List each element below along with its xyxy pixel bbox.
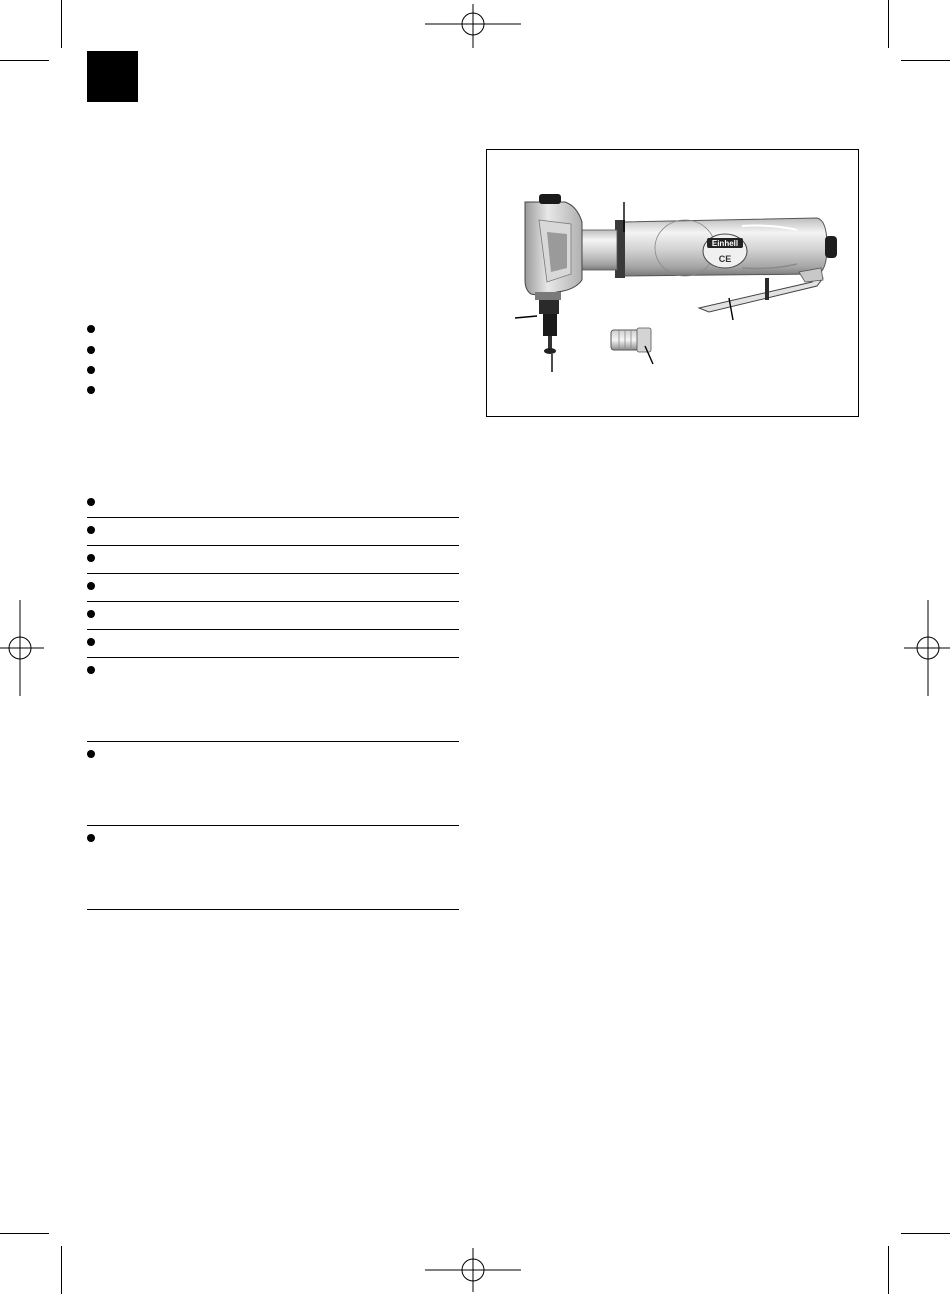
bullet-icon — [87, 834, 95, 842]
crop-mark-top-left-horizontal — [0, 60, 49, 61]
crop-mark-bottom-left-vertical — [61, 1246, 62, 1294]
table-row-divider — [87, 573, 459, 574]
table-row-divider — [87, 825, 459, 826]
bullet-icon — [87, 638, 95, 646]
bullet-icon — [87, 325, 95, 333]
bullet-icon — [87, 526, 95, 534]
table-row-divider — [87, 909, 459, 910]
registration-icon — [425, 4, 521, 48]
bullet-icon — [87, 750, 95, 758]
bullet-icon — [87, 346, 95, 354]
bullet-icon — [87, 582, 95, 590]
crop-mark-bottom-right-horizontal — [901, 1233, 950, 1234]
table-row-divider — [87, 741, 459, 742]
registration-icon — [0, 600, 44, 696]
product-figure — [486, 149, 859, 417]
table-row-divider — [87, 629, 459, 630]
crop-mark-top-left-vertical — [61, 0, 62, 48]
pneumatic-nibbler-illustration — [487, 150, 858, 416]
brand-logo: Einhell — [711, 239, 739, 248]
bullet-icon — [87, 386, 95, 394]
crop-mark-bottom-left-horizontal — [0, 1233, 49, 1234]
bullet-icon — [87, 666, 95, 674]
crop-mark-top-right-horizontal — [901, 60, 950, 61]
table-row-divider — [87, 601, 459, 602]
bullet-icon — [87, 554, 95, 562]
crop-mark-top-right-vertical — [888, 0, 889, 48]
bullet-icon — [87, 366, 95, 374]
bullet-icon — [87, 498, 95, 506]
registration-icon — [425, 1248, 521, 1292]
bullet-icon — [87, 610, 95, 618]
table-row-divider — [87, 545, 459, 546]
language-tab-block — [87, 51, 138, 102]
ce-mark: CE — [718, 254, 732, 264]
registration-icon — [904, 600, 950, 696]
table-row-divider — [87, 517, 459, 518]
crop-mark-bottom-right-vertical — [888, 1246, 889, 1294]
table-row-divider — [87, 657, 459, 658]
